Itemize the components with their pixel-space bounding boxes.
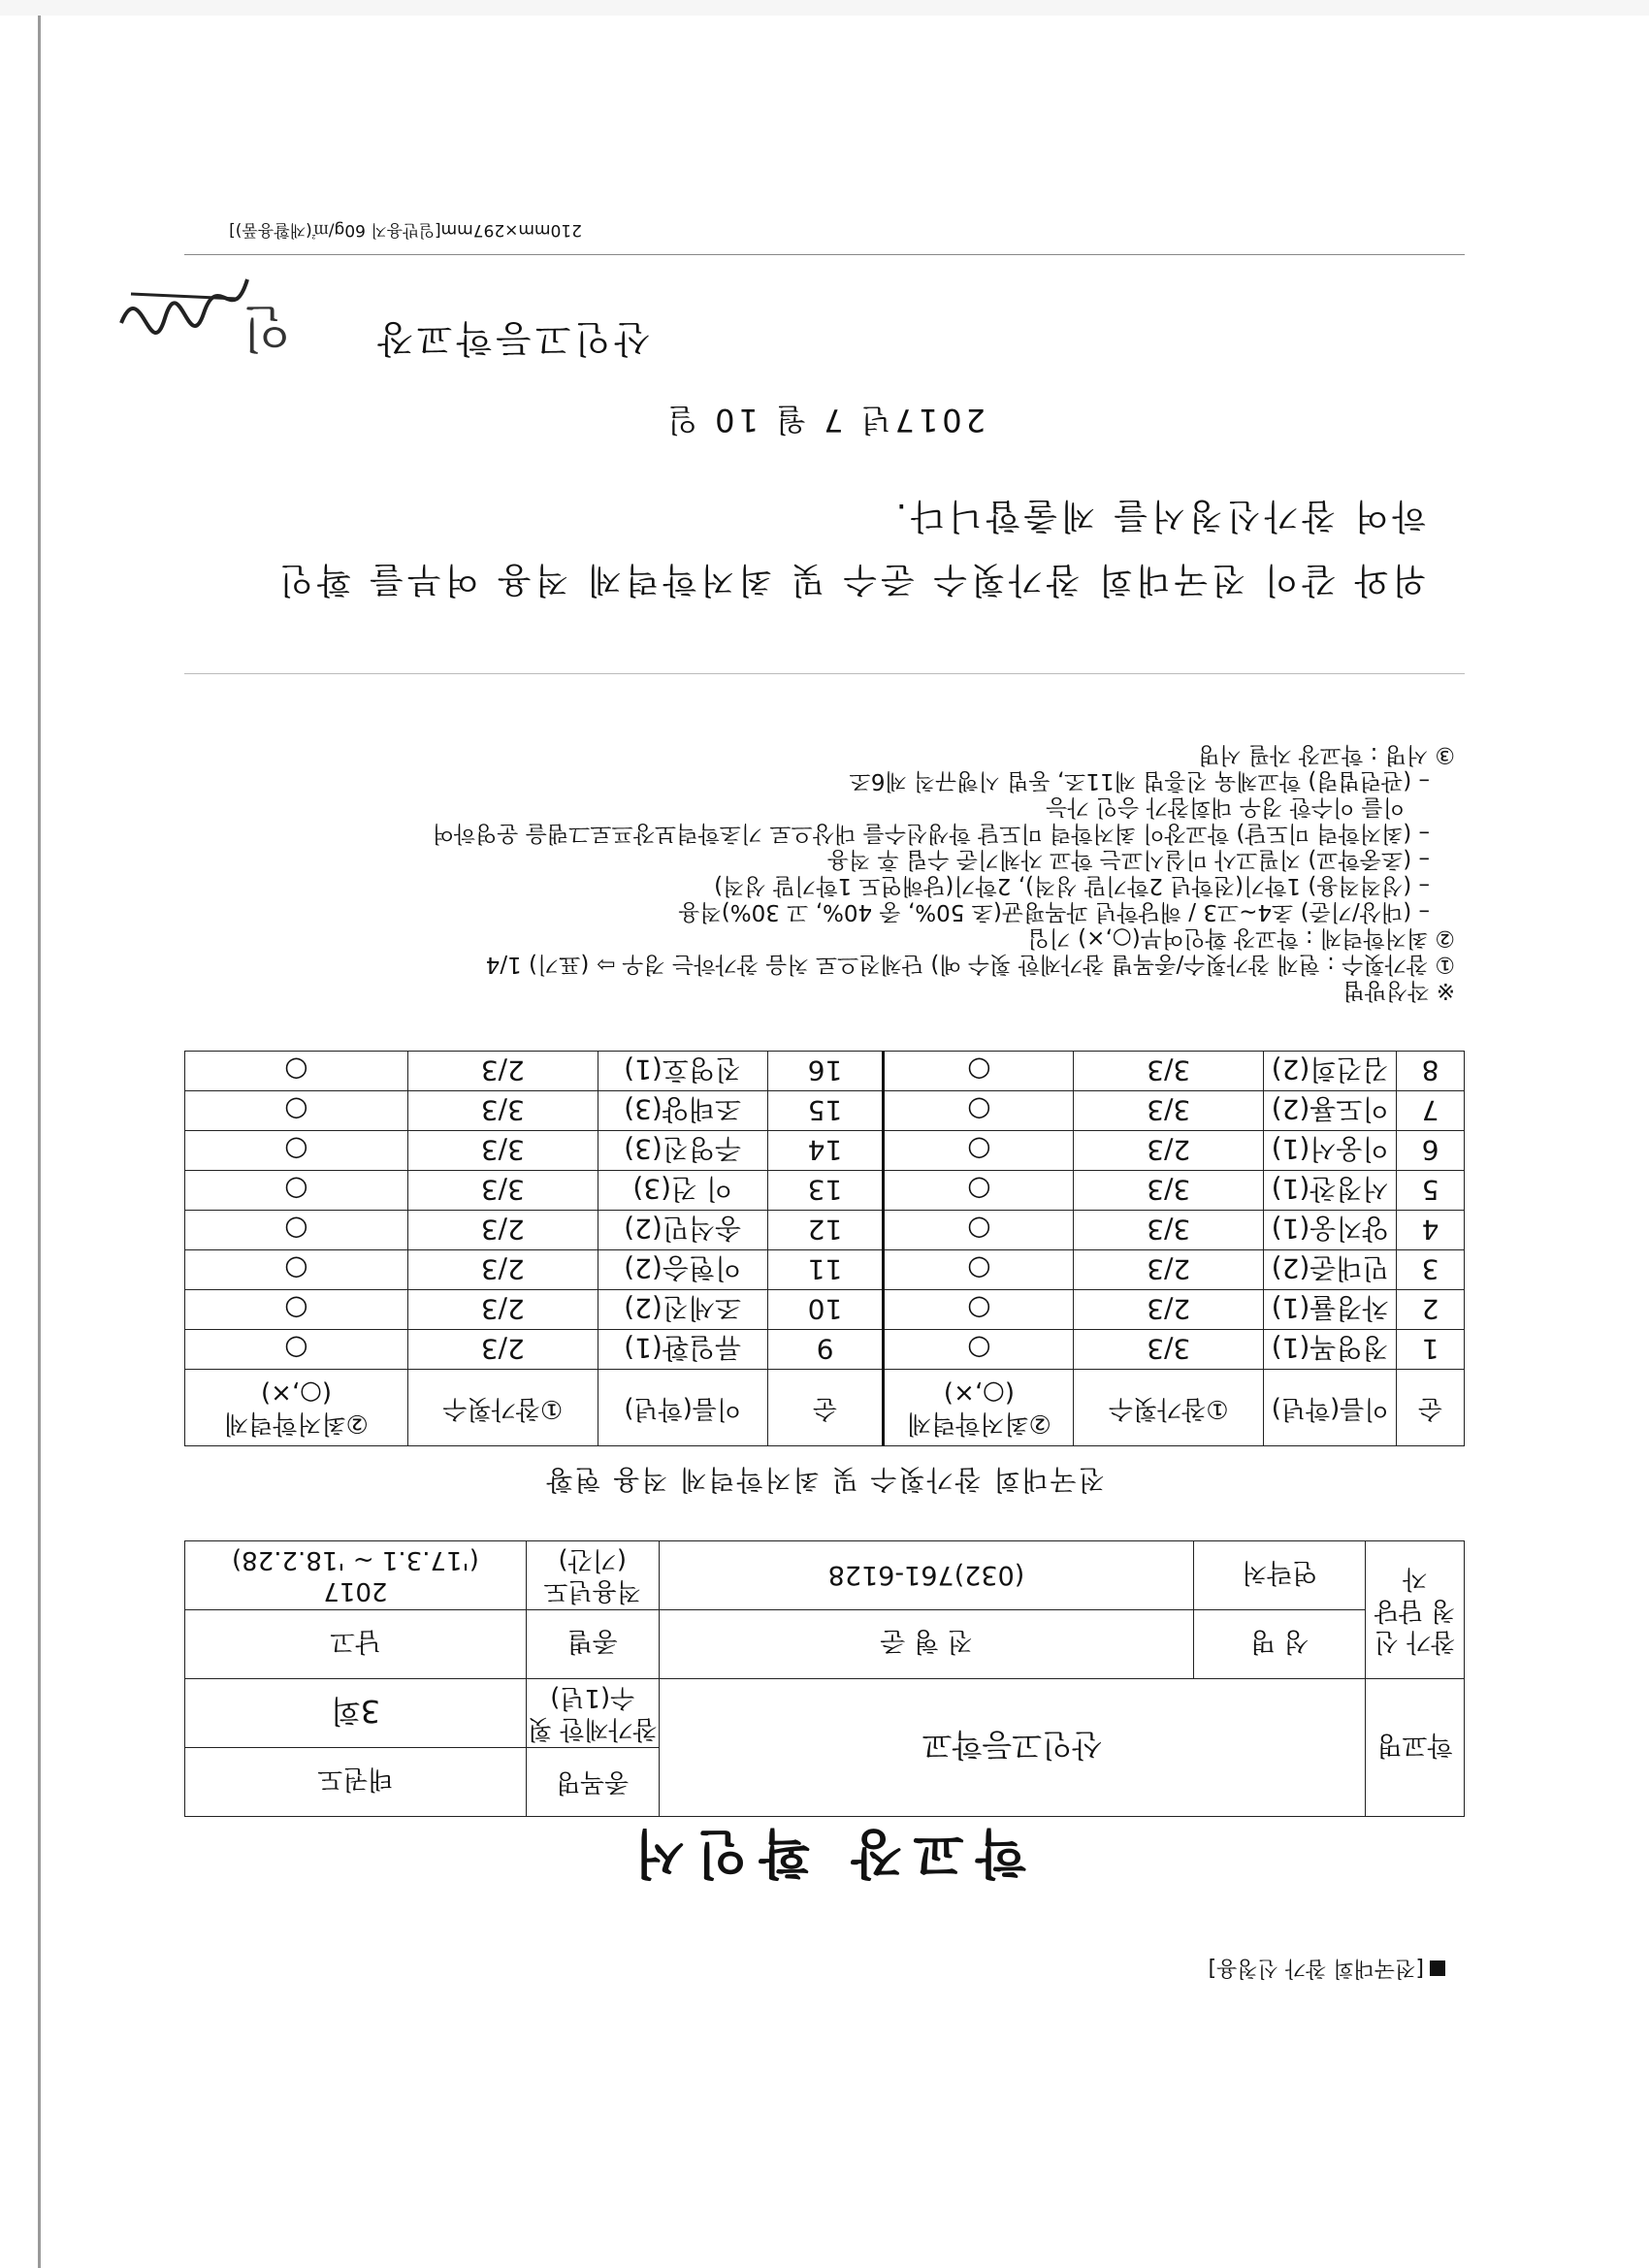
scan-edge	[38, 0, 41, 2268]
table-row	[185, 1131, 1465, 1171]
period-value	[185, 1541, 527, 1610]
row-no: 2	[1397, 1290, 1465, 1330]
sport-value: 태권도	[185, 1748, 527, 1817]
row-mark: ○	[884, 1052, 1074, 1091]
period-year: 2017	[323, 1576, 388, 1606]
issue-date: 2017년 7 월 10 일	[663, 402, 986, 438]
row-mark: ○	[884, 1091, 1074, 1131]
confirmation-statement	[275, 483, 1426, 611]
row-mark: ○	[884, 1290, 1074, 1330]
row-count: 3/3	[1074, 1171, 1264, 1211]
row-name: 서정찬(1)	[1264, 1171, 1397, 1211]
row-mark: ○	[185, 1052, 408, 1091]
divider	[184, 673, 1465, 674]
row-name: 이도룡(2)	[1264, 1091, 1397, 1131]
row-count: 3/3	[1074, 1052, 1264, 1091]
contact-label: 연락처	[1194, 1541, 1366, 1610]
row-name: 류일환(1)	[598, 1330, 767, 1370]
row-no: 1	[1397, 1330, 1465, 1370]
row-no: 9	[767, 1330, 884, 1370]
row-mark: ○	[185, 1290, 408, 1330]
instruction-line: – (대상/기준) 초4~고3 / 해당학년 과목평균(초 50%, 중 40%, 고 30%)적용	[678, 899, 1430, 924]
statement-line: 위와 같이 전국대회 참가횟수 준수 및 최저학력제 적용 여부를 확인	[275, 560, 1426, 599]
row-count: 2/3	[407, 1330, 598, 1370]
sport-label: 종목명	[526, 1748, 659, 1817]
row-mark: ○	[884, 1131, 1074, 1171]
scan-margin	[0, 0, 1649, 16]
row-count: 3/3	[407, 1131, 598, 1171]
signature-image	[116, 260, 252, 338]
table-row	[185, 1290, 1465, 1330]
row-name: 이 건(3)	[598, 1171, 767, 1211]
page-title: 학교장 확인서	[623, 1823, 1026, 1884]
row-name: 민대준(2)	[1264, 1250, 1397, 1290]
table-row	[185, 1250, 1465, 1290]
row-no: 15	[767, 1091, 884, 1131]
row-mark: ○	[185, 1330, 408, 1370]
header-no: 순	[767, 1370, 884, 1446]
row-name: 이웅서(1)	[1264, 1131, 1397, 1171]
row-no: 16	[767, 1052, 884, 1091]
contact-value: (032)761-6128	[659, 1541, 1194, 1610]
paper-spec: 210mm×297mm[일반용지 60g/㎡(재활용품)]	[229, 220, 582, 240]
row-name: 차경률(1)	[1264, 1290, 1397, 1330]
header-count: ①참가횟수	[407, 1370, 598, 1446]
instruction-line: ③ 서명 : 학교장 자필 서명	[1198, 742, 1455, 767]
table-row	[185, 1052, 1465, 1091]
row-name: 진영호(1)	[598, 1052, 767, 1091]
instruction-line: – (초중학교) 지필고사 미실시교는 학교 자체기준 수립 후 적용	[826, 847, 1430, 872]
table-row	[185, 1211, 1465, 1250]
category-value: 남고	[185, 1610, 527, 1679]
row-name: 정영목(1)	[1264, 1330, 1397, 1370]
table-row	[185, 1171, 1465, 1211]
instructions	[194, 741, 1455, 1003]
row-count: 2/3	[407, 1290, 598, 1330]
row-no: 12	[767, 1211, 884, 1250]
instruction-line: ② 최저학력제 : 학교장 확인여부(○,×) 기입	[1027, 925, 1455, 951]
row-count: 3/3	[1074, 1091, 1264, 1131]
name-value: 전 형 준	[659, 1610, 1194, 1679]
row-count: 2/3	[1074, 1131, 1264, 1171]
square-bullet-icon	[1430, 1960, 1445, 1976]
header-name: 이름(학년)	[598, 1370, 767, 1446]
row-no: 14	[767, 1131, 884, 1171]
participation-value: 3회	[185, 1679, 527, 1748]
row-no: 4	[1397, 1211, 1465, 1250]
instruction-line: – (관련법령) 학교체육 진흥법 제11조, 동법 시행규칙 제6조	[849, 768, 1430, 794]
row-count: 3/3	[407, 1091, 598, 1131]
row-no: 6	[1397, 1131, 1465, 1171]
period-label: 적용년도 (기간)	[526, 1541, 659, 1610]
form-tag: [전국대회 참가 신청용]	[1209, 1955, 1445, 1985]
school-label: 학교명	[1366, 1679, 1465, 1817]
row-mark: ○	[884, 1330, 1074, 1370]
instruction-line: – (최저학력 미도달) 학교장이 최저학력 미도달 학생선수를 대상으로 기초학력보장프로그램을 운영하여	[432, 821, 1430, 846]
header-count: ①참가횟수	[1074, 1370, 1264, 1446]
instructions-heading: ※ 작성방법	[1342, 978, 1455, 1003]
statement-line: 하여 참가신청서를 제출합니다.	[891, 496, 1426, 535]
row-count: 2/3	[1074, 1250, 1264, 1290]
category-label: 종별	[526, 1610, 659, 1679]
row-no: 11	[767, 1250, 884, 1290]
school-name: 산인고등학교	[659, 1679, 1365, 1817]
seal-mark: 인	[242, 298, 291, 356]
row-count: 3/3	[407, 1171, 598, 1211]
participation-label: 참가제한 횟수(1년)	[526, 1679, 659, 1748]
row-mark: ○	[185, 1131, 408, 1171]
principal-title: 산인고등학교장	[373, 317, 650, 360]
instruction-line: ① 참가횟수 : 현재 참가횟수/종목별 참가제한 횟수 예) 단체전으로 처음 참가하는 경우 ⇨ (표기) 1/4	[485, 952, 1455, 977]
footer-divider	[184, 254, 1465, 255]
row-mark: ○	[884, 1171, 1074, 1211]
row-mark: ○	[185, 1171, 408, 1211]
row-mark: ○	[185, 1211, 408, 1250]
row-count: 3/3	[1074, 1211, 1264, 1250]
row-no: 5	[1397, 1171, 1465, 1211]
row-mark: ○	[185, 1250, 408, 1290]
row-name: 이현승(2)	[598, 1250, 767, 1290]
row-count: 3/3	[1074, 1330, 1264, 1370]
row-mark: ○	[185, 1091, 408, 1131]
period-range: ('17.3.1 ~ '18.2.28)	[231, 1545, 479, 1574]
row-mark: ○	[884, 1250, 1074, 1290]
header-min-grade: ②최저학력제 (○,×)	[884, 1370, 1074, 1446]
status-section-title: 전국대회 참가횟수 및 최저학력제 적용 현황	[544, 1464, 1105, 1496]
row-no: 13	[767, 1171, 884, 1211]
school-info-table	[184, 1540, 1465, 1817]
instruction-line: – (성적적용) 1학기(전학년 2학기말 성적), 2학기(당해연도 1학기말 성적)	[714, 873, 1430, 898]
row-count: 2/3	[407, 1211, 598, 1250]
row-mark: ○	[884, 1211, 1074, 1250]
row-count: 2/3	[407, 1052, 598, 1091]
name-label: 성 명	[1194, 1610, 1366, 1679]
table-row	[185, 1091, 1465, 1131]
row-name: 송석민(2)	[598, 1211, 767, 1250]
row-no: 3	[1397, 1250, 1465, 1290]
table-row	[185, 1330, 1465, 1370]
row-no: 8	[1397, 1052, 1465, 1091]
header-no: 순	[1397, 1370, 1465, 1446]
header-name: 이름(학년)	[1264, 1370, 1397, 1446]
instruction-line: 이를 이수한 경우 대회참가 승인 가능	[1046, 794, 1405, 820]
row-name: 양지웅(1)	[1264, 1211, 1397, 1250]
row-name: 주영진(3)	[598, 1131, 767, 1171]
row-name: 김건희(2)	[1264, 1052, 1397, 1091]
row-count: 2/3	[407, 1250, 598, 1290]
row-count: 2/3	[1074, 1290, 1264, 1330]
manager-label: 참가 신청 담당자	[1366, 1541, 1465, 1679]
row-name: 조세진(2)	[598, 1290, 767, 1330]
header-min-grade: ②최저학력제 (○,×)	[185, 1370, 408, 1446]
row-no: 7	[1397, 1091, 1465, 1131]
status-table	[184, 1051, 1465, 1446]
row-no: 10	[767, 1290, 884, 1330]
row-name: 조태양(3)	[598, 1091, 767, 1131]
